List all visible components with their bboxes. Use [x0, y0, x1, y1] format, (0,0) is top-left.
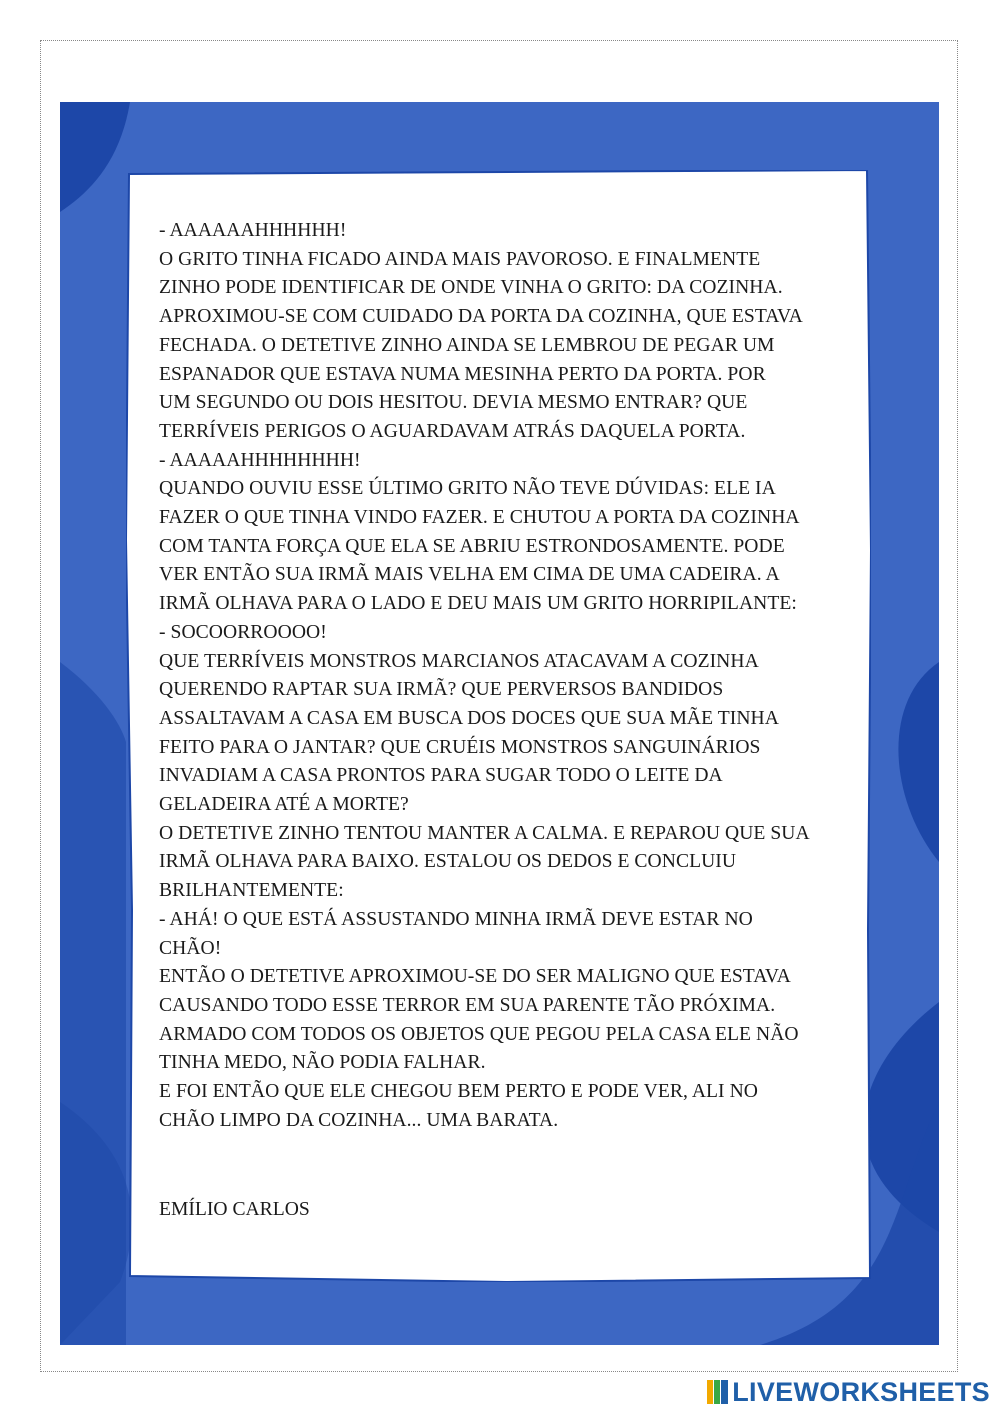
story-line: ZINHO PODE IDENTIFICAR DE ONDE VINHA O GRITO: DA COZINHA.: [159, 277, 783, 299]
story-line: ASSALTAVAM A CASA EM BUSCA DOS DOCES QUE SUA MÃE TINHA: [159, 707, 779, 729]
story-line: FECHADA. O DETETIVE ZINHO AINDA SE LEMBROU DE PEGAR UM: [159, 334, 775, 356]
story-line: COM TANTA FORÇA QUE ELA SE ABRIU ESTRONDOSAMENTE. PODE: [159, 535, 785, 557]
story-line: UM SEGUNDO OU DOIS HESITOU. DEVIA MESMO ENTRAR? QUE: [159, 392, 748, 414]
story-line: O DETETIVE ZINHO TENTOU MANTER A CALMA. E REPAROU QUE SUA: [159, 822, 810, 844]
story-line: QUERENDO RAPTAR SUA IRMÃ? QUE PERVERSOS BANDIDOS: [159, 679, 724, 701]
story-line: VER ENTÃO SUA IRMÃ MAIS VELHA EM CIMA DE UMA CADEIRA. A: [159, 564, 780, 586]
story-line: ARMADO COM TODOS OS OBJETOS QUE PEGOU PELA CASA ELE NÃO: [159, 1023, 799, 1045]
story-line: INVADIAM A CASA PRONTOS PARA SUGAR TODO O LEITE DA: [159, 765, 723, 787]
story-text: [159, 217, 859, 1136]
story-line: E FOI ENTÃO QUE ELE CHEGOU BEM PERTO E PODE VER, ALI NO: [159, 1081, 758, 1103]
story-line: APROXIMOU-SE COM CUIDADO DA PORTA DA COZINHA, QUE ESTAVA: [159, 306, 803, 328]
author-name: EMÍLIO CARLOS: [159, 1199, 310, 1220]
story-line: - SOCOORROOOO!: [159, 621, 327, 643]
story-line: GELADEIRA ATÉ A MORTE?: [159, 794, 409, 816]
story-line: TINHA MEDO, NÃO PODIA FALHAR.: [159, 1052, 486, 1074]
story-line: BRILHANTEMENTE:: [159, 880, 344, 902]
liveworksheets-logo-icon: [706, 1378, 730, 1406]
story-line: QUANDO OUVIU ESSE ÚLTIMO GRITO NÃO TEVE DÚVIDAS: ELE IA: [159, 478, 776, 500]
story-line: - AAAAAHHHHHHHH!: [159, 449, 361, 471]
story-line: - AHÁ! O QUE ESTÁ ASSUSTANDO MINHA IRMÃ DEVE ESTAR NO: [159, 908, 753, 930]
story-line: IRMÃ OLHAVA PARA O LADO E DEU MAIS UM GRITO HORRIPILANTE:: [159, 593, 797, 615]
liveworksheets-brand[interactable]: [706, 1377, 990, 1407]
story-line: CHÃO LIMPO DA COZINHA... UMA BARATA.: [159, 1109, 559, 1131]
story-line: TERRÍVEIS PERIGOS O AGUARDAVAM ATRÁS DAQUELA PORTA.: [159, 420, 746, 442]
story-line: QUE TERRÍVEIS MONSTROS MARCIANOS ATACAVAM A COZINHA: [159, 650, 759, 672]
story-line: - AAAAAAHHHHHH!: [159, 220, 347, 241]
liveworksheets-wordmark: LIVEWORKSHEETS: [732, 1376, 990, 1407]
story-line: CAUSANDO TODO ESSE TERROR EM SUA PARENTE TÃO PRÓXIMA.: [159, 994, 776, 1016]
story-line: IRMÃ OLHAVA PARA BAIXO. ESTALOU OS DEDOS E CONCLUIU: [159, 851, 737, 873]
story-line: FAZER O QUE TINHA VINDO FAZER. E CHUTOU A PORTA DA COZINHA: [159, 507, 800, 529]
story-line: FEITO PARA O JANTAR? QUE CRUÉIS MONSTROS SANGUINÁRIOS: [159, 736, 761, 758]
story-line: ESPANADOR QUE ESTAVA NUMA MESINHA PERTO DA PORTA. POR: [159, 363, 766, 385]
story-line: ENTÃO O DETETIVE APROXIMOU-SE DO SER MALIGNO QUE ESTAVA: [159, 966, 791, 988]
story-line: CHÃO!: [159, 937, 222, 959]
story-line: O GRITO TINHA FICADO AINDA MAIS PAVOROSO. E FINALMENTE: [159, 248, 761, 270]
